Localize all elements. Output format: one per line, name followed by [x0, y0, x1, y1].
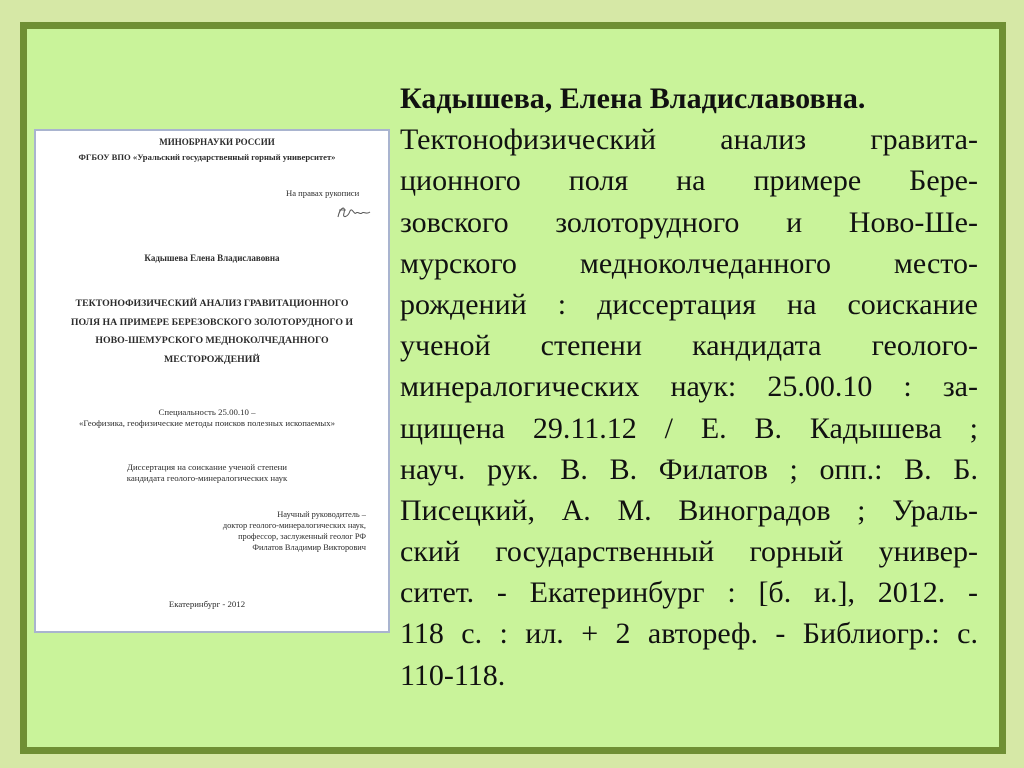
title-page-author: Кадышева Елена Владиславовна [144, 253, 280, 263]
description-line: ционного поля на примере Бере- [400, 164, 978, 198]
description-line: науч. рук. В. В. Филатов ; опп.: В. Б. [400, 452, 978, 486]
title-page-title-line: МЕСТОРОЖДЕНИЙ [163, 353, 260, 365]
description-line: щищена 29.11.12 / Е. В. Кадышева ; [400, 411, 978, 445]
dissertation-title-page-image [34, 129, 390, 633]
description-line: ситет. - Екатеринбург : [б. и.], 2012. - [400, 576, 978, 610]
title-page-advisor-line: Научный руководитель – [277, 510, 366, 519]
description-line: 110-118. [400, 658, 506, 692]
title-page-degree-line: кандидата геолого-минералогических наук [126, 472, 288, 483]
title-page-specialty-line: «Геофизика, геофизические методы поисков полезных ископаемых» [78, 417, 335, 428]
title-page-title-line: ТЕКТОНОФИЗИЧЕСКИЙ АНАЛИЗ ГРАВИТАЦИОННОГО [75, 298, 349, 309]
title-page-degree [56, 462, 358, 484]
description-line: 118 с. : ил. + 2 автореф. - Библиогр.: с. [400, 617, 978, 651]
title-page-specialty [56, 407, 358, 429]
description-line: зовского золоторудного и Ново-Ше- [400, 205, 978, 239]
description-heading: Кадышева, Елена Владиславовна. [400, 82, 866, 115]
title-page-advisor-line: доктор геолого-минералогических наук, [222, 520, 366, 530]
title-page-title [46, 295, 378, 369]
title-page-degree-line: Диссертация на соискание ученой степени [126, 462, 288, 472]
description-line: ский государственный горный универ- [400, 535, 978, 569]
title-page-institution: ФГБОУ ВПО «Уральский государственный горный университет» [78, 152, 336, 162]
title-page-rights-note: На правах рукописи [286, 188, 360, 198]
description-line: ученой степени кандидата геолого- [400, 329, 978, 363]
title-page-advisor-line: профессор, заслуженный геолог РФ [238, 531, 366, 541]
description-line: минералогических наук: 25.00.10 : за- [400, 370, 978, 404]
title-page-advisor [186, 510, 366, 554]
bibliographic-description [400, 78, 978, 696]
description-line: мурского медноколчеданного место- [400, 246, 978, 280]
title-page-city-year: Екатеринбург - 2012 [168, 599, 246, 609]
description-line: Тектонофизический анализ гравита- [400, 123, 978, 157]
title-page-specialty-line: Специальность 25.00.10 – [158, 407, 256, 417]
description-line: Писецкий, А. М. Виноградов ; Ураль- [400, 493, 978, 527]
description-line: рождений : диссертация на соискание [400, 287, 978, 321]
title-page-title-line: НОВО-ШЕМУРСКОГО МЕДНОКОЛЧЕДАННОГО [95, 335, 329, 347]
title-page-ministry: МИНОБРНАУКИ РОССИИ [159, 137, 275, 147]
title-page-advisor-line: Филатов Владимир Викторович [252, 542, 366, 552]
handwritten-signature [334, 201, 374, 223]
title-page-title-line: ПОЛЯ НА ПРИМЕРЕ БЕРЕЗОВСКОГО ЗОЛОТОРУДНОГО И [70, 316, 354, 328]
